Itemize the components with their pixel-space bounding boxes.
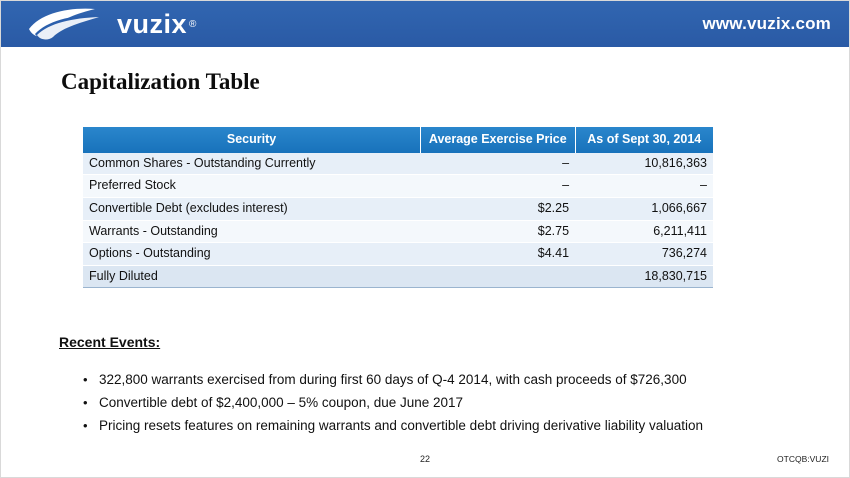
cell-price: – (421, 175, 575, 198)
column-header-average-exercise-price: Average Exercise Price (421, 127, 575, 153)
cell-security: Options - Outstanding (83, 243, 421, 266)
column-header-security: Security (83, 127, 421, 153)
capitalization-table (83, 127, 713, 288)
page-number: 22 (419, 454, 430, 464)
cell-asof: 1,066,667 (575, 197, 713, 220)
cell-total-label: Fully Diluted (83, 265, 421, 287)
list-item (83, 394, 803, 412)
cell-security: Warrants - Outstanding (83, 220, 421, 243)
cell-asof: – (575, 175, 713, 198)
swoosh-icon (25, 7, 111, 41)
list-item (83, 371, 803, 389)
table-header-row (83, 127, 713, 153)
cell-total-price (421, 265, 575, 287)
logo-registered-mark: ® (189, 18, 197, 30)
cell-security: Common Shares - Outstanding Currently (83, 153, 421, 175)
table-row (83, 243, 713, 266)
recent-events-list (83, 371, 803, 441)
vuzix-logo (25, 5, 196, 43)
cell-price: – (421, 153, 575, 175)
list-item (83, 417, 803, 435)
bullet-icon: • (83, 395, 88, 411)
cell-price: $2.25 (421, 197, 575, 220)
table-row (83, 197, 713, 220)
table-total-row (83, 265, 713, 287)
cell-asof: 10,816,363 (575, 153, 713, 175)
list-item-text: 322,800 warrants exercised from during first 60 days of Q-4 2014, with cash proceeds of $726,300 (99, 372, 687, 387)
header-website-url: www.vuzix.com (702, 14, 831, 33)
cell-price: $4.41 (421, 243, 575, 266)
stock-ticker: OTCQB:VUZI (777, 454, 829, 464)
cell-asof: 736,274 (575, 243, 713, 266)
page-title: Capitalization Table (61, 69, 260, 94)
bullet-icon: • (83, 372, 88, 387)
cell-security: Convertible Debt (excludes interest) (83, 197, 421, 220)
cell-asof: 6,211,411 (575, 220, 713, 243)
table-row (83, 175, 713, 198)
table-row (83, 220, 713, 243)
header-bar (1, 1, 850, 47)
list-item-text: Pricing resets features on remaining warrants and convertible debt driving derivative liability valuation (99, 418, 704, 434)
cell-security: Preferred Stock (83, 175, 421, 198)
bullet-icon: • (83, 418, 88, 434)
list-item-text: Convertible debt of $2,400,000 – 5% coupon, due June 2017 (99, 395, 464, 411)
logo-wordmark: vuzix (117, 8, 188, 39)
recent-events-heading: Recent Events: (59, 334, 161, 350)
cell-price: $2.75 (421, 220, 575, 243)
table-row (83, 153, 713, 175)
cell-total-asof: 18,830,715 (575, 265, 713, 287)
column-header-as-of-date: As of Sept 30, 2014 (575, 127, 713, 153)
table-bottom-rule (83, 287, 713, 288)
